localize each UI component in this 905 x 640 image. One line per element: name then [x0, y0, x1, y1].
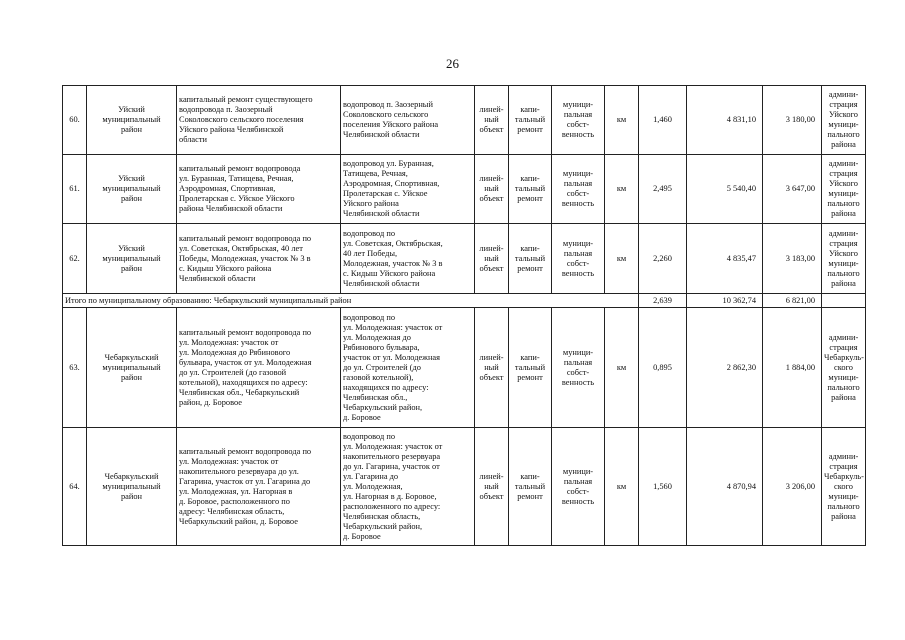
municipality-cell: Чебаркульский муниципальный район — [87, 428, 177, 546]
work-type-cell: капи- тальный ремонт — [509, 308, 552, 428]
total-length: 2,639 — [639, 294, 687, 308]
object-cell: водопровод ул. Буранная, Татищева, Речная, Аэродромная, Спортивная, Пролетарская с. Уйское Уйского района Челябинской области — [341, 155, 475, 224]
administration-cell: админи- страция Уйского муници- пального района — [822, 155, 866, 224]
total-label: Итого по муниципальному образованию: Чебаркульский муниципальный район — [63, 294, 639, 308]
object-type-cell: линей- ный объект — [475, 428, 509, 546]
total-row — [63, 294, 866, 308]
unit-cell: км — [605, 86, 639, 155]
work-description-cell: капитальный ремонт водопровода по ул. Молодежная: участок от накопительного резервуара до ул. Гагарина, участок от ул. Гагарина до ул. Молодежная, ул. Нагорная в д. Боровое, расположенного по адресу: Челябинская область, Чебаркульский район, д. Боровое — [177, 428, 341, 546]
table-row — [63, 224, 866, 294]
object-type-cell: линей- ный объект — [475, 224, 509, 294]
work-type-cell: капи- тальный ремонт — [509, 428, 552, 546]
row-number: 62. — [63, 224, 87, 294]
work-description-cell: капитальный ремонт водопровода ул. Буранная, Татищева, Речная, Аэродромная, Спортивная, Пролетарская с. Уйское Уйского района Челябинской области — [177, 155, 341, 224]
work-type-cell: капи- тальный ремонт — [509, 86, 552, 155]
ownership-cell: муници- пальная собст- венность — [552, 224, 605, 294]
municipality-cell: Уйский муниципальный район — [87, 86, 177, 155]
ownership-cell: муници- пальная собст- венность — [552, 308, 605, 428]
work-description-cell: капитальный ремонт водопровода по ул. Молодежная: участок от ул. Молодежная до Рябинового бульвара, участок от ул. Молодежная до ул. Строителей (до газовой котельной), находящихся по адресу: Челябинская обл., Чебаркульский район, д. Боровое — [177, 308, 341, 428]
cost-part-cell: 3 206,00 — [763, 428, 822, 546]
unit-cell: км — [605, 224, 639, 294]
object-cell: водопровод по ул. Молодежная: участок от ул. Молодежная до Рябинового бульвара, участок от ул. Молодежная до ул. Строителей (до газовой котельной), находящихся по адресу: Челябинская обл., Чебаркульский район, д. Боровое — [341, 308, 475, 428]
administration-cell: админи- страция Чебаркуль- ского муници- пального района — [822, 428, 866, 546]
object-type-cell: линей- ный объект — [475, 155, 509, 224]
total-cost-total: 10 362,74 — [687, 294, 763, 308]
cost-part-cell: 1 884,00 — [763, 308, 822, 428]
unit-cell: км — [605, 428, 639, 546]
row-number: 60. — [63, 86, 87, 155]
ownership-cell: муници- пальная собст- венность — [552, 86, 605, 155]
municipality-cell: Уйский муниципальный район — [87, 155, 177, 224]
length-cell: 2,495 — [639, 155, 687, 224]
cost-part-cell: 3 647,00 — [763, 155, 822, 224]
row-number: 61. — [63, 155, 87, 224]
cost-total-cell: 4 831,10 — [687, 86, 763, 155]
table-row — [63, 86, 866, 155]
administration-cell: админи- страция Чебаркуль- ского муници- пального района — [822, 308, 866, 428]
object-type-cell: линей- ный объект — [475, 86, 509, 155]
table-row — [63, 308, 866, 428]
object-type-cell: линей- ный объект — [475, 308, 509, 428]
row-number: 64. — [63, 428, 87, 546]
administration-cell: админи- страция Уйского муници- пального района — [822, 86, 866, 155]
work-description-cell: капитальный ремонт существующего водопровода п. Заозерный Соколовского сельского поселения Уйского района Челябинской области — [177, 86, 341, 155]
table-row — [63, 428, 866, 546]
total-cost-part: 6 821,00 — [763, 294, 822, 308]
length-cell: 2,260 — [639, 224, 687, 294]
cost-total-cell: 4 870,94 — [687, 428, 763, 546]
work-description-cell: капитальный ремонт водопровода по ул. Советская, Октябрьская, 40 лет Победы, Молодежная, участок № 3 в с. Кидыш Уйского района Челябинской области — [177, 224, 341, 294]
ownership-cell: муници- пальная собст- венность — [552, 155, 605, 224]
page-number: 26 — [446, 56, 459, 71]
object-cell: водопровод п. Заозерный Соколовского сельского поселения Уйского района Челябинской области — [341, 86, 475, 155]
row-number: 63. — [63, 308, 87, 428]
municipality-cell: Чебаркульский муниципальный район — [87, 308, 177, 428]
projects-table — [62, 85, 866, 546]
unit-cell: км — [605, 308, 639, 428]
total-empty-cell — [822, 294, 866, 308]
cost-part-cell: 3 183,00 — [763, 224, 822, 294]
cost-total-cell: 5 540,40 — [687, 155, 763, 224]
municipality-cell: Уйский муниципальный район — [87, 224, 177, 294]
length-cell: 1,560 — [639, 428, 687, 546]
length-cell: 1,460 — [639, 86, 687, 155]
ownership-cell: муници- пальная собст- венность — [552, 428, 605, 546]
work-type-cell: капи- тальный ремонт — [509, 224, 552, 294]
administration-cell: админи- страция Уйского муници- пального района — [822, 224, 866, 294]
table-row — [63, 155, 866, 224]
cost-total-cell: 2 862,30 — [687, 308, 763, 428]
unit-cell: км — [605, 155, 639, 224]
cost-total-cell: 4 835,47 — [687, 224, 763, 294]
cost-part-cell: 3 180,00 — [763, 86, 822, 155]
object-cell: водопровод по ул. Молодежная: участок от накопительного резервуара до ул. Гагарина, участок от ул. Гагарина до ул. Молодежная, ул. Нагорная в д. Боровое, расположенного по адресу: Челябинская область, Чебаркульский район, д. Боровое — [341, 428, 475, 546]
work-type-cell: капи- тальный ремонт — [509, 155, 552, 224]
object-cell: водопровод по ул. Советская, Октябрьская, 40 лет Победы, Молодежная, участок № 3 в с. Кидыш Уйского района Челябинской области — [341, 224, 475, 294]
length-cell: 0,895 — [639, 308, 687, 428]
